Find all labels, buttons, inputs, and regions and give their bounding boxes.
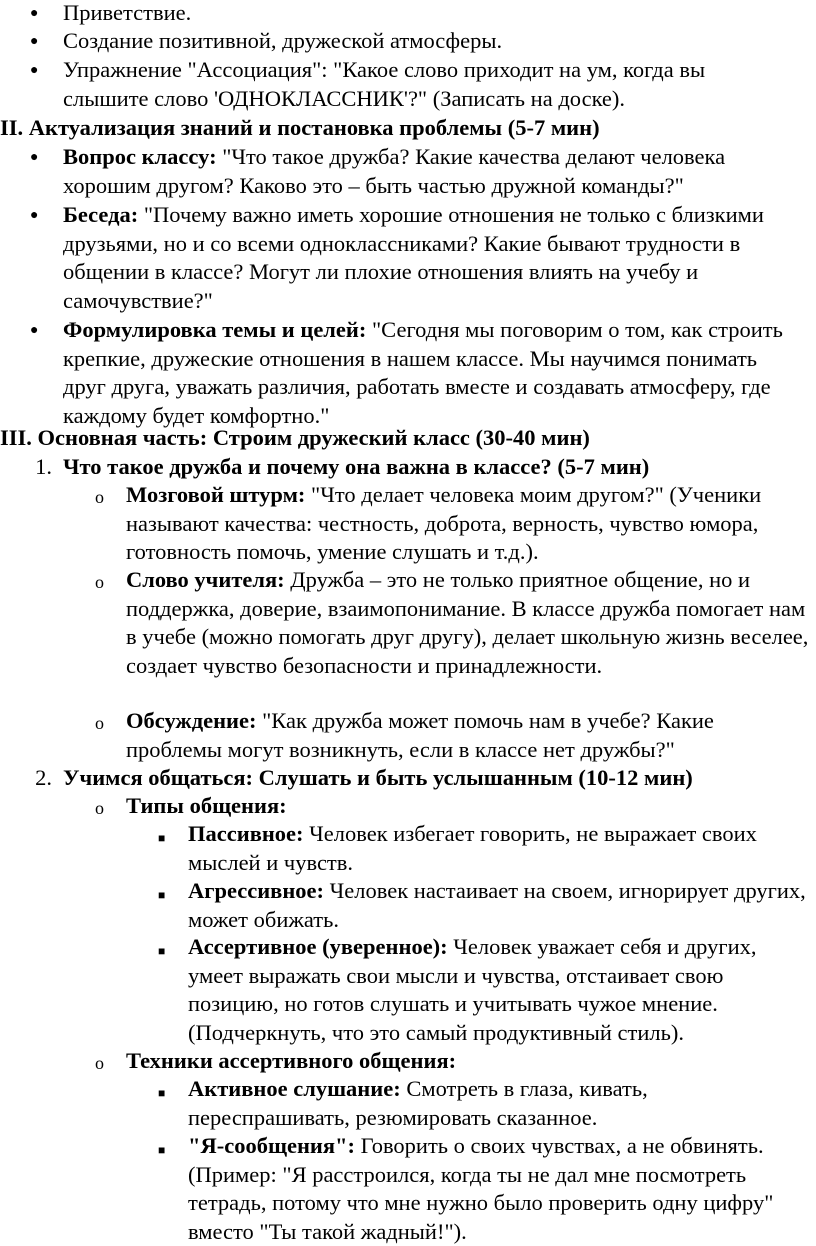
item-text: Человек избегает говорить, не выражает своих мыслей и чувств.	[188, 821, 757, 875]
circle-bullet-icon: o	[95, 1053, 104, 1073]
square-bullet-icon: ■	[158, 1143, 166, 1157]
item-text: Говорить о своих чувствах, а не обвинять. (Пример: "Я расстроился, когда ты не дал мне посмотреть тетрадь, потому что мне нужно было проверить одну цифру" вместо "Ты такой жадный!").	[188, 1133, 774, 1244]
bullet-icon: ●	[30, 6, 39, 21]
list-item	[188, 933, 812, 1047]
list-item	[63, 201, 803, 315]
subsection-title	[63, 764, 803, 793]
square-bullet-icon: ■	[158, 944, 166, 958]
item-label: Беседа:	[63, 202, 139, 227]
item-label: Активное слушание:	[188, 1076, 401, 1101]
section-heading: III. Основная часть: Строим дружеский класс (30-40 мин)	[0, 425, 590, 450]
section-heading: II. Актуализация знаний и постановка проблемы (5-7 мин)	[0, 115, 600, 140]
circle-bullet-icon: o	[95, 798, 104, 818]
list-item	[188, 877, 808, 934]
list-item	[188, 1075, 728, 1132]
group-title	[126, 792, 796, 821]
subsection-title-text: Что такое дружба и почему она важна в классе? (5-7 мин)	[63, 454, 650, 479]
bullet-icon: ●	[30, 150, 39, 165]
item-label: Слово учителя:	[126, 567, 285, 592]
item-label: Вопрос классу:	[63, 144, 217, 169]
group-title-text: Типы общения:	[126, 793, 287, 818]
item-label: Ассертивное (уверенное):	[188, 934, 448, 959]
bullet-icon: ●	[30, 323, 39, 338]
item-text: "Почему важно иметь хорошие отношения не только с близкими друзьями, но и со всеми одноклассниками? Какие бывают трудности в общении в классе? Могут ли плохие отношения влиять на учебу и самочувствие?"	[63, 202, 764, 313]
item-text: "Как дружба может помочь нам в учебе? Какие проблемы могут возникнуть, если в классе нет дружбы?"	[126, 708, 714, 762]
bullet-icon: ●	[30, 208, 39, 223]
list-number: 1.	[35, 454, 52, 479]
subsection-title-text: Учимся общаться: Слушать и быть услышанным (10-12 мин)	[63, 765, 693, 790]
list-item	[63, 316, 803, 430]
square-bullet-icon: ■	[158, 1086, 166, 1100]
item-label: Агрессивное:	[188, 878, 325, 903]
item-text: Дружба – это не только приятное общение, но и поддержка, доверие, взаимопонимание. В классе дружба помогает нам в учебе (можно помогать друг другу), делает школьную жизнь веселее, создает чувство безопасности и принадлежности.	[126, 567, 809, 678]
bullet-icon: ●	[30, 63, 39, 78]
group-title	[126, 1047, 796, 1076]
circle-bullet-icon: o	[95, 487, 104, 507]
list-item	[188, 820, 808, 877]
subsection-title	[63, 453, 803, 482]
item-label: Обсуждение:	[126, 708, 257, 733]
square-bullet-icon: ■	[158, 888, 166, 902]
item-text: Человек настаивает на своем, игнорирует других, может обижать.	[188, 878, 806, 932]
list-number: 2.	[35, 765, 52, 790]
circle-bullet-icon: o	[95, 713, 104, 733]
item-text: "Что такое дружба? Какие качества делают человека хорошим другом? Каково это – быть частью дружной команды?"	[63, 144, 726, 198]
list-item	[188, 1132, 812, 1246]
list-item: Приветствие.	[63, 0, 192, 25]
list-item	[126, 707, 796, 764]
item-label: Формулировка темы и целей:	[63, 317, 367, 342]
item-text: "Сегодня мы поговорим о том, как строить крепкие, дружеские отношения в нашем классе. Мы научимся понимать друг друга, уважать различия, работать вместе и создавать атмосферу, где каждому будет комфортно."	[63, 317, 783, 428]
list-item: Создание позитивной, дружеской атмосферы.	[63, 28, 503, 53]
item-text: Человек уважает себя и других, умеет выражать свои мысли и чувства, отстаивает свою позицию, но готов слушать и учитывать чужое мнение. (Подчеркнуть, что это самый продуктивный стиль).	[188, 934, 757, 1045]
list-item: Упражнение "Ассоциация": "Какое слово приходит на ум, когда вы слышите слово 'ОДНОКЛАССНИК'?" (Записать на доске).	[63, 57, 706, 111]
square-bullet-icon: ■	[158, 831, 166, 845]
item-text: "Что делает человека моим другом?" (Ученики называют качества: честность, доброта, верность, чувство юмора, готовность помочь, умение слушать и т.д.).	[126, 482, 762, 565]
list-item	[126, 566, 816, 680]
item-label: Мозговой штурм:	[126, 482, 306, 507]
list-item	[63, 143, 803, 200]
bullet-icon: ●	[30, 34, 39, 49]
list-item	[126, 481, 796, 567]
circle-bullet-icon: o	[95, 572, 104, 592]
item-label: Пассивное:	[188, 821, 304, 846]
item-label: "Я-сообщения":	[188, 1133, 356, 1158]
group-title-text: Техники ассертивного общения:	[126, 1048, 457, 1073]
item-text: Смотреть в глаза, кивать, переспрашивать, резюмировать сказанное.	[188, 1076, 648, 1130]
